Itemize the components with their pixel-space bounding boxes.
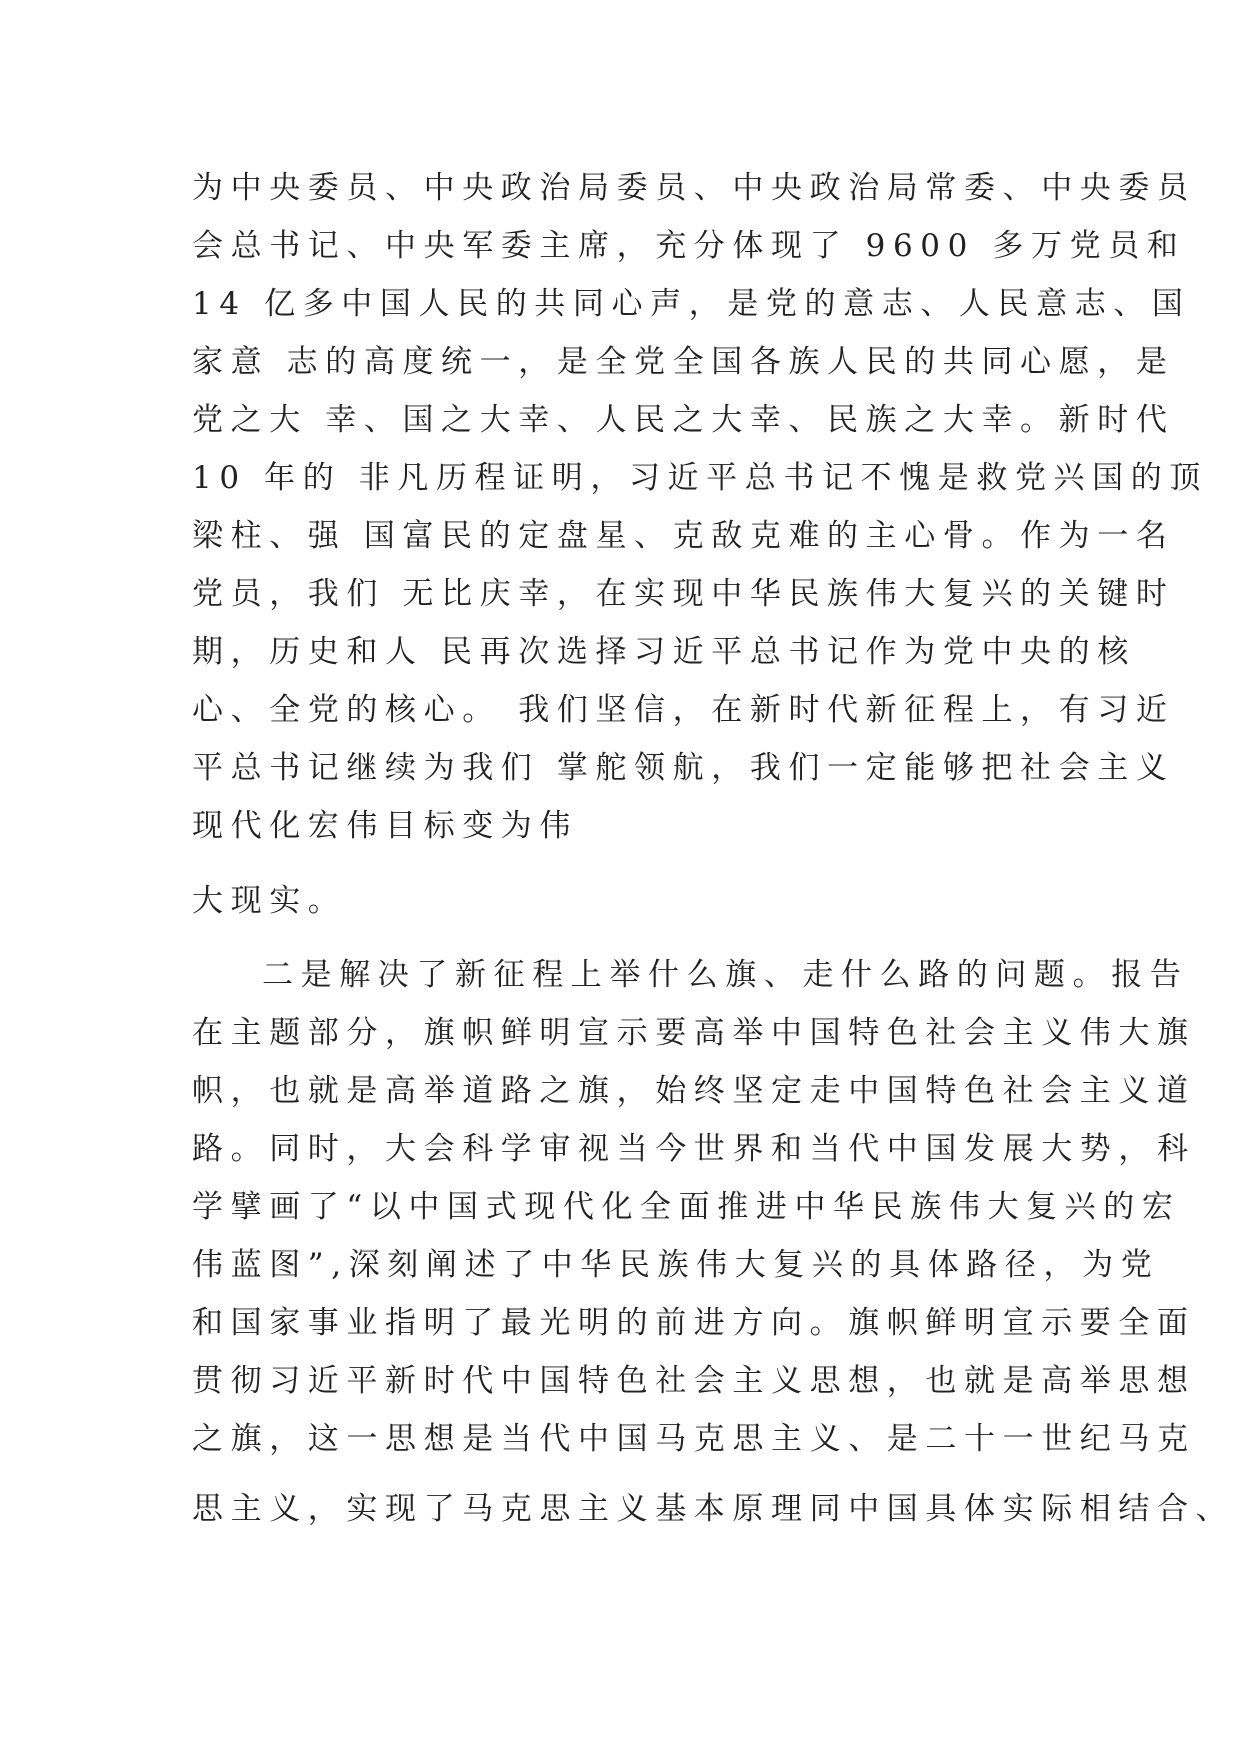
text-line: 家意 志的高度统一，是全党全国各族人民的共同心愿，是 xyxy=(192,344,1175,380)
text-line: 学擘画了“以中国式现代化全面推进中华民族伟大复兴的宏 xyxy=(192,1189,1181,1225)
text-line: 14 亿多中国人民的共同心声，是党的意志、人民意志、国 xyxy=(192,286,1191,322)
text-line: 会总书记、中央军委主席，充分体现了 9600 多万党员和 xyxy=(192,228,1186,264)
text-line: 梁柱、强 国富民的定盘星、克敌克难的主心骨。作为一名 xyxy=(192,518,1175,554)
text-line: 之旗，这一思想是当代中国马克思主义、是二十一世纪马克 xyxy=(192,1421,1196,1457)
text-line: 心、全党的核心。 我们坚信，在新时代新征程上，有习近 xyxy=(192,692,1175,728)
text-line: 贯彻习近平新时代中国特色社会主义思想，也就是高举思想 xyxy=(192,1363,1196,1399)
text-line: 党员，我们 无比庆幸，在实现中华民族伟大复兴的关键时 xyxy=(192,576,1175,612)
text-line: 党之大 幸、国之大幸、人民之大幸、民族之大幸。新时代 xyxy=(192,402,1175,438)
text-line: 现代化宏伟目标变为伟 xyxy=(192,808,578,844)
text-line: 在主题部分，旗帜鲜明宣示要高举中国特色社会主义伟大旗 xyxy=(192,1015,1196,1051)
text-line: 思主义，实现了马克思主义基本原理同中国具体实际相结合、 xyxy=(192,1491,1235,1527)
text-line: 和国家事业指明了最光明的前进方向。旗帜鲜明宣示要全面 xyxy=(192,1305,1196,1341)
text-line: 平总书记继续为我们 掌舵领航，我们一定能够把社会主义 xyxy=(192,750,1175,786)
text-line: 大现实。 xyxy=(192,883,347,919)
text-line: 伟蓝图”,深刻阐述了中华民族伟大复兴的具体路径，为党 xyxy=(192,1247,1160,1283)
text-line: 路。同时，大会科学审视当今世界和当代中国发展大势，科 xyxy=(192,1131,1196,1167)
text-line: 期，历史和人 民再次选择习近平总书记作为党中央的核 xyxy=(192,634,1136,670)
text-line: 为中央委员、中央政治局委员、中央政治局常委、中央委员 xyxy=(192,170,1196,206)
text-line: 帜，也就是高举道路之旗，始终坚定走中国特色社会主义道 xyxy=(192,1073,1196,1109)
paragraph-first-line: 二是解决了新征程上举什么旗、走什么路的问题。报告 xyxy=(262,957,1189,993)
text-line: 10 年的 非凡历程证明，习近平总书记不愧是救党兴国的顶 xyxy=(192,460,1208,496)
